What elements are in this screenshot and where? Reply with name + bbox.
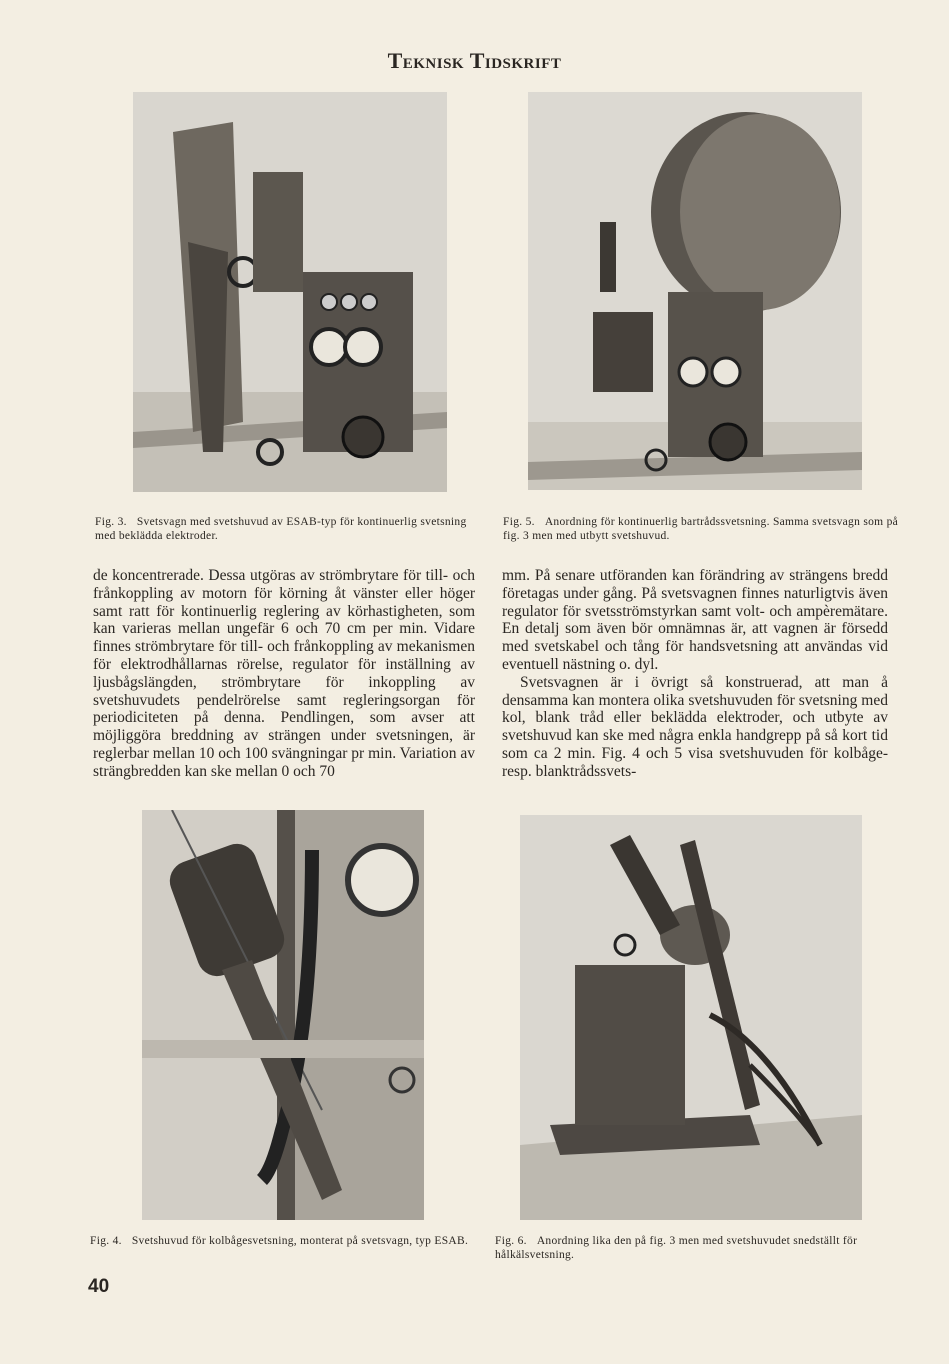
figure-3-caption <box>95 515 479 543</box>
figure-5-label: Fig. 5. <box>503 516 535 528</box>
figure-6-caption-text: Anordning lika den på fig. 3 men med svetshuvudet snedställt för hålkälsvetsning. <box>495 1235 858 1261</box>
figure-6-caption <box>495 1234 885 1262</box>
right-text-column <box>502 567 888 781</box>
figure-5-caption-text: Anordning för kontinuerlig bartrådssvetsning. Samma svetsvagn som på fig. 3 men med utbytt svetshuvud. <box>503 516 899 542</box>
figure-5-caption <box>503 515 903 543</box>
figure-3-label: Fig. 3. <box>95 516 127 528</box>
right-column-paragraph-1: mm. På senare utföranden kan förändring av strängens bredd företagas under gång. På svetsvagnen finnes naturligtvis även regulator för svetsströmstyrkan samt volt- och ampèremätare. En detalj som även bör omnämnas är, att vagnen är försedd med svetskabel och tång för handsvetsning att användas vid eventuell nästning o. dyl. <box>502 567 888 673</box>
journal-title: Teknisk Tidskrift <box>387 48 562 73</box>
figure-4-label: Fig. 4. <box>90 1235 122 1247</box>
left-column-paragraph: de koncentrerade. Dessa utgöras av strömbrytare för till- och frånkoppling av motorn för körning åt vänster eller höger samt ratt för kontinuerlig reglering av körhastigheten, som kan varieras mellan ungefär 6 och 70 cm per min. Vidare finnes strömbrytare för till- och frånkoppling av mekanismen för elektrodhållarnas rörelse, regulator för inställning av ljusbågslängden, strömbrytare för inkoppling av svetshuvudets pendelrörelse samt regleringsorgan för periodiciteten på denna. Pendlingen, som avser att möjliggöra breddning av strängen under svetsningen, är reglerbar mellan 10 och 100 svängningar pr min. Variation av strängbredden kan ske mellan 0 och 70 <box>93 567 475 780</box>
figure-5-photo <box>528 92 862 490</box>
figure-4-caption <box>90 1234 476 1248</box>
right-column-paragraph-2: Svetsvagnen är i övrigt så konstruerad, att man å densamma kan montera olika svetshuvuden för svetsning med kol, blank tråd eller beklädda elektroder, och utbyte av svetshuvud kan ske med några enkla handgrepp på så kort tid som ca 2 min. Fig. 4 och 5 visa svetshuvuden för kolbåge- resp. blanktrådssvets- <box>502 673 888 780</box>
page-number: 40 <box>88 1276 110 1297</box>
figure-4-photo <box>142 810 424 1220</box>
figure-4-caption-text: Svetshuvud för kolbågesvetsning, monterat på svetsvagn, typ ESAB. <box>131 1235 469 1247</box>
figure-3-caption-text: Svetsvagn med svetshuvud av ESAB-typ för kontinuerlig svetsning med beklädda elektroder. <box>95 516 467 542</box>
figure-3-photo <box>133 92 447 492</box>
left-text-column <box>93 567 475 781</box>
figure-6-label: Fig. 6. <box>495 1235 527 1247</box>
figure-6-photo <box>520 815 862 1220</box>
